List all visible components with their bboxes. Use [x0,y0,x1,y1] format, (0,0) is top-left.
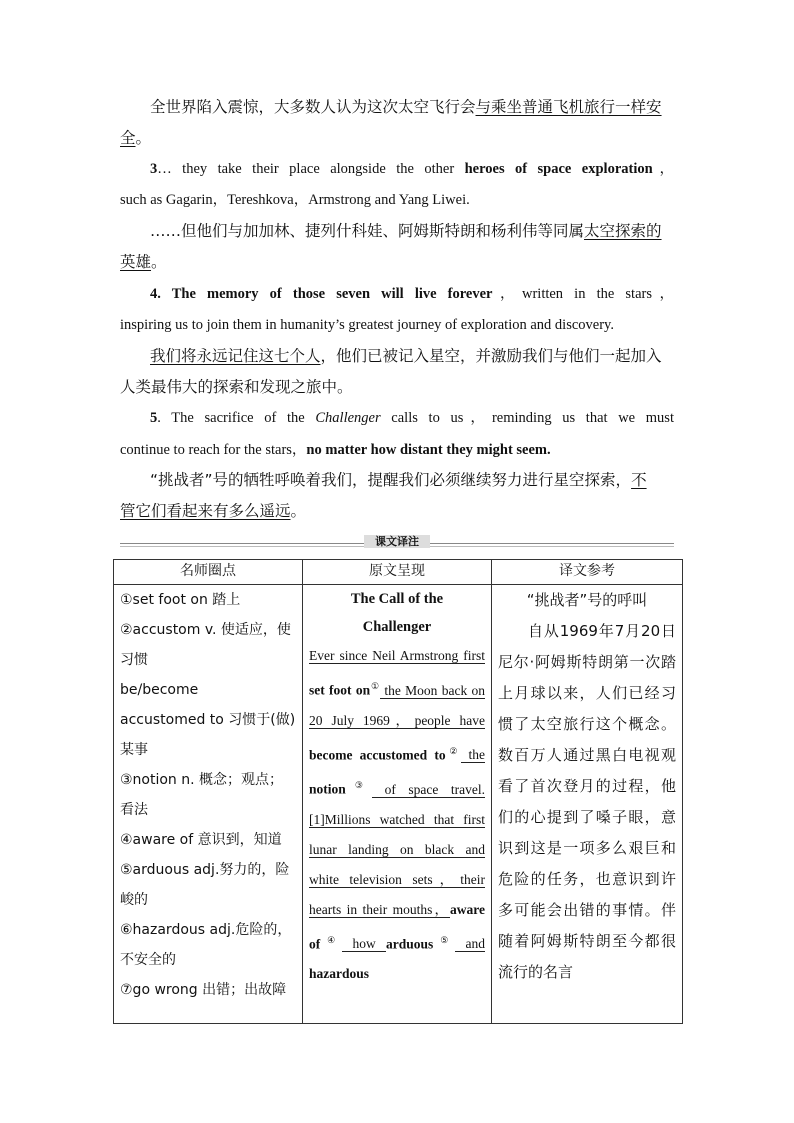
key-phrase: hazardous [309,966,370,981]
note-item: ⑤arduous adj.努力的，险峻的 [120,862,290,908]
note-item: ⑦go wrong 出错；出故障 [120,982,287,998]
note-marker: ② [445,745,462,756]
underlined-text: 全 [120,129,136,147]
underlined-text: 不 [631,471,647,489]
text: Ever since Neil Armstrong first [309,648,485,663]
text: “挑战者”号的牺牲呼唤着我们，提醒我们必须继续努力进行星空探索， [150,471,632,489]
table-header-row [114,560,683,585]
text: 人类最伟大的探索和发现之旅中。 [120,378,353,396]
text: such as Gagarin，Tereshkova，Armstrong and Yang Liwei. [120,192,470,208]
note-item: ③notion n. 概念；观点；看法 [120,772,284,818]
original-body [309,641,485,989]
text: continue to reach for the stars， [120,442,307,458]
note-marker: ④ [320,934,343,945]
text: … they take their place alongside the other [157,161,465,177]
text: 。 [290,502,307,520]
note-marker: ① [370,681,381,691]
table-header: 原文呈现 [303,560,492,585]
paragraph-5-english-line2 [120,435,674,466]
text: The sacrifice of the [171,410,316,426]
note-item: accustomed to 习惯于(做)某事 [120,712,296,758]
text: the [461,747,485,762]
paragraph-5-english: 5. The sacrifice of the Challenger calls to us，reminding us that we must [150,410,674,426]
original-title: The Call of the [350,591,444,607]
note-marker: ③ [345,780,373,790]
text: 全世界陷入震惊，大多数人认为这次太空飞行会 [150,98,476,116]
note-item: ①set foot on 踏上 [120,592,241,608]
paragraph-3-english [120,154,674,185]
text: 。 [151,253,167,271]
text: ……但他们与加加林、捷列什科娃、阿姆斯特朗和杨利伟等同属 [150,222,585,240]
text: and [455,936,486,951]
item-number: 5 [150,410,158,426]
table-header: 名师圈点 [114,560,303,585]
note-marker: ⑤ [433,934,456,945]
text: ，written in the stars， [492,286,674,302]
paragraph-4-english: 4. The memory of those seven will live forever，written in the stars， [150,286,674,302]
translation-body: 自从1969年7月20日尼尔·阿姆斯特朗第一次踏上月球以来，人们已经习惯了太空旅行这个概念。数百万人通过黑白电视观看了首次登月的过程，他们的心提到了嗓子眼，意识到这是一项多么艰巨和危险的任务，也意识到许多可能会出错的事情。伴随着阿姆斯特朗至今都很流行的名言 [498,622,676,981]
bold-phrase: no matter how distant they might seem. [306,442,551,458]
original-text-cell [303,585,492,1024]
original-title: Challenger [362,619,432,635]
underlined-text: 与乘坐普通飞机旅行一样安 [475,98,662,116]
underlined-text: 管它们看起来有多么遥远 [120,502,291,520]
table-header: 译文参考 [492,560,683,585]
text: the Moon back on 20 July 1969，people have [309,682,485,728]
note-item: ②accustom v. 使适应，使习惯 [120,622,291,668]
paragraph-3-english-line2 [120,185,674,216]
text: inspiring us to join them in humanity’s greatest journey of exploration and discovery. [120,317,614,333]
section-tag: 课文译注 [364,535,430,548]
note-item: ⑥hazardous adj.危险的，不安全的 [120,922,292,968]
table-row [114,585,683,1024]
paragraph-2-translation [120,92,674,154]
translation-title: “挑战者”号的呼叫 [526,591,648,609]
text: ， [652,161,675,177]
paragraph-4-english-line2 [120,310,674,341]
paragraph-5-translation [120,465,674,527]
text: 。 [135,129,152,147]
underlined-text: 英雄 [120,253,152,271]
underlined-text: 太空探索的 [584,222,662,240]
key-phrase: set foot on [309,682,371,698]
section-divider [120,535,674,549]
bold-phrase: heroes of space exploration [464,161,653,177]
key-phrase: become accustomed to [309,747,446,762]
note-item: ④aware of 意识到，知道 [120,832,282,848]
translation-cell [492,585,683,1024]
notes-cell [114,585,303,1024]
underlined-text: 我们将永远记住这七个人 [150,347,321,365]
annotation-table [113,559,683,1024]
item-number: 3 [150,161,158,177]
text: ，他们已被记入星空，并激励我们与他们一起加入 [320,347,662,365]
text: how [342,936,387,951]
text: calls to us，reminding us that we must [380,410,674,426]
italic-text: Challenger [315,410,381,426]
paragraph-4-translation [120,341,674,403]
key-phrase: aware of [309,901,485,951]
paragraph-3-translation [120,216,674,278]
text: of space travel.[1]Millions watched that first lunar landing on black and white television sets，their hearts in their mouths， [309,781,485,917]
bold-phrase: The memory of those seven will live forever [171,286,493,302]
key-phrase: notion [309,781,346,797]
key-phrase: arduous [386,936,434,951]
item-number: 4 [150,286,158,302]
note-item: be/become [120,682,199,698]
